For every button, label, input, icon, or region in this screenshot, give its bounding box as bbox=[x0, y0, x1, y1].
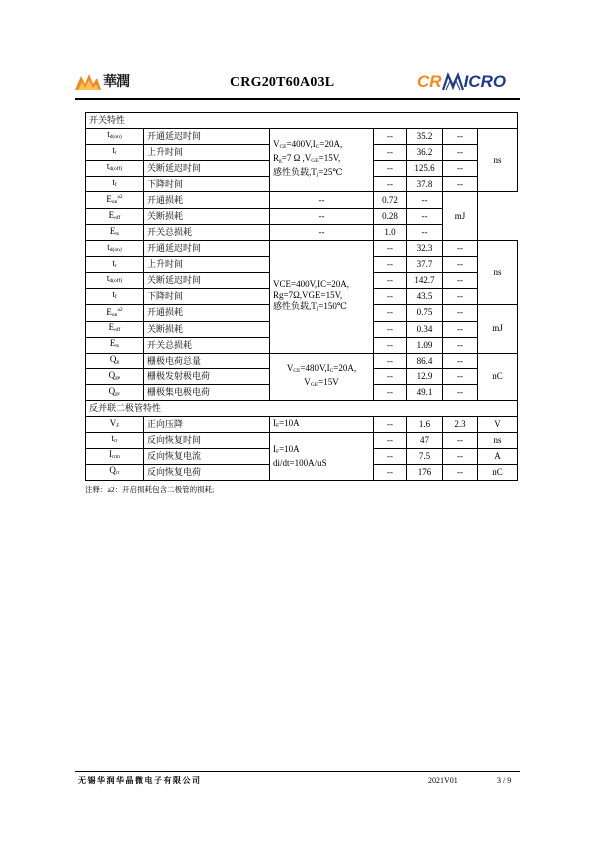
typ-value: 0.34 bbox=[407, 321, 443, 337]
min-value: -- bbox=[374, 241, 407, 257]
param-name: 下降时间 bbox=[144, 176, 270, 192]
param-symbol: $t_{d(off)}$ bbox=[86, 273, 144, 289]
footer-version: 2021V01 bbox=[428, 776, 458, 785]
param-name: 开通损耗 bbox=[144, 192, 270, 209]
max-value: -- bbox=[443, 160, 478, 176]
param-name: 关断损耗 bbox=[144, 321, 270, 337]
max-value: 2.3 bbox=[443, 417, 478, 433]
unit-cell: nC bbox=[478, 353, 518, 401]
typ-value: 86.4 bbox=[407, 353, 443, 369]
table-row bbox=[86, 192, 518, 209]
min-value: -- bbox=[374, 273, 407, 289]
typ-value: 0.28 bbox=[374, 209, 407, 225]
typ-value: 1.0 bbox=[374, 225, 407, 241]
param-symbol: $Q_{ge}$ bbox=[86, 369, 144, 385]
header-divider bbox=[75, 98, 520, 100]
max-value: -- bbox=[407, 192, 443, 209]
unit-cell: ns bbox=[478, 128, 518, 192]
param-name: 上升时间 bbox=[144, 144, 270, 160]
typ-value: 1.6 bbox=[407, 417, 443, 433]
page-number: 3 / 9 bbox=[497, 776, 512, 785]
unit-cell: nC bbox=[478, 464, 518, 480]
param-symbol: $E_{ts}$ bbox=[86, 337, 144, 353]
footer-divider bbox=[75, 771, 520, 772]
min-value: -- bbox=[374, 304, 407, 321]
min-value: -- bbox=[270, 209, 374, 225]
max-value: -- bbox=[443, 353, 478, 369]
max-value: -- bbox=[443, 304, 478, 321]
max-value: -- bbox=[443, 288, 478, 304]
typ-value: 176 bbox=[407, 464, 443, 480]
typ-value: 32.3 bbox=[407, 241, 443, 257]
test-condition: $V_{CE}=400V,I_C=20A$, $R_g=7$ Ω $,V_{GE}=15V$, 感性负载$,T_j=25℃$ bbox=[270, 128, 374, 192]
typ-value: 7.5 bbox=[407, 448, 443, 464]
max-value: -- bbox=[443, 369, 478, 385]
param-name: 关断延迟时间 bbox=[144, 273, 270, 289]
max-value: -- bbox=[443, 144, 478, 160]
min-value: -- bbox=[374, 417, 407, 433]
max-value: -- bbox=[407, 225, 443, 241]
param-symbol: $V_F$ bbox=[86, 417, 144, 433]
param-symbol: $t_{d(on)}$ bbox=[86, 128, 144, 144]
param-symbol: $t_{d(on)}$ bbox=[86, 241, 144, 257]
section-row bbox=[86, 113, 518, 129]
typ-value: 37.8 bbox=[407, 176, 443, 192]
section-title-diode: 反并联二极管特性 bbox=[86, 401, 518, 417]
table-row bbox=[86, 128, 518, 144]
param-name: 反向恢复电流 bbox=[144, 448, 270, 464]
param-name: 开通延迟时间 bbox=[144, 128, 270, 144]
param-symbol: $t_f$ bbox=[86, 176, 144, 192]
typ-value: 35.2 bbox=[407, 128, 443, 144]
min-value: -- bbox=[374, 337, 407, 353]
param-symbol: $t_{d(off)}$ bbox=[86, 160, 144, 176]
min-value: -- bbox=[374, 257, 407, 273]
param-symbol: $E_{on}^{a2}$ bbox=[86, 192, 144, 209]
param-name: 关断损耗 bbox=[144, 209, 270, 225]
typ-value: 0.75 bbox=[407, 304, 443, 321]
test-condition: VCE=400V,IC=20A, Rg=7Ω,VGE=15V, 感性负载$,T_j=150℃$ bbox=[270, 241, 374, 353]
typ-value: 37.7 bbox=[407, 257, 443, 273]
typ-value: 36.2 bbox=[407, 144, 443, 160]
min-value: -- bbox=[374, 433, 407, 449]
min-value: -- bbox=[374, 288, 407, 304]
max-value: -- bbox=[443, 321, 478, 337]
param-name: 反向恢复电荷 bbox=[144, 464, 270, 480]
param-symbol: $t_{rr}$ bbox=[86, 433, 144, 449]
footnote: 注释：a2：开启损耗包含二极管的损耗; bbox=[85, 485, 215, 494]
param-name: 正向压降 bbox=[144, 417, 270, 433]
table-row bbox=[86, 241, 518, 257]
page-header bbox=[75, 66, 520, 98]
param-name: 开通延迟时间 bbox=[144, 241, 270, 257]
param-symbol: $E_{off}$ bbox=[86, 321, 144, 337]
crmicro-logo bbox=[417, 70, 506, 94]
test-condition: $V_{CE}=480V,I_C=20A$, $V_{GE}=15V$ bbox=[270, 353, 374, 401]
max-value: -- bbox=[443, 176, 478, 192]
max-value: -- bbox=[407, 209, 443, 225]
param-name: 关断延迟时间 bbox=[144, 160, 270, 176]
unit-cell: A bbox=[478, 448, 518, 464]
param-symbol: $t_r$ bbox=[86, 144, 144, 160]
switching-characteristics-table bbox=[85, 112, 518, 481]
min-value: -- bbox=[374, 144, 407, 160]
param-symbol: $E_{on}^{a2}$ bbox=[86, 304, 144, 321]
param-symbol: $E_{off}$ bbox=[86, 209, 144, 225]
section-row bbox=[86, 401, 518, 417]
param-name: 栅极发射极电荷 bbox=[144, 369, 270, 385]
test-condition: $I_F=10A$ di/dt=100A/uS bbox=[270, 433, 374, 481]
max-value: -- bbox=[443, 385, 478, 401]
param-name: 开关总损耗 bbox=[144, 337, 270, 353]
logo-chinese-text: 華潤 bbox=[103, 74, 129, 90]
logo-cr-text: CR bbox=[417, 72, 442, 91]
typ-value: 49.1 bbox=[407, 385, 443, 401]
typ-value: 12.9 bbox=[407, 369, 443, 385]
param-symbol: $Q_{gc}$ bbox=[86, 385, 144, 401]
typ-value: 47 bbox=[407, 433, 443, 449]
min-value: -- bbox=[374, 160, 407, 176]
max-value: -- bbox=[443, 337, 478, 353]
unit-cell: ns bbox=[478, 241, 518, 305]
param-name: 上升时间 bbox=[144, 257, 270, 273]
min-value: -- bbox=[374, 353, 407, 369]
min-value: -- bbox=[374, 369, 407, 385]
unit-cell: mJ bbox=[478, 304, 518, 353]
param-name: 栅极电荷总量 bbox=[144, 353, 270, 369]
unit-cell: mJ bbox=[443, 192, 478, 241]
min-value: -- bbox=[374, 128, 407, 144]
param-name: 反向恢复时间 bbox=[144, 433, 270, 449]
param-name: 开关总损耗 bbox=[144, 225, 270, 241]
max-value: -- bbox=[443, 273, 478, 289]
param-name: 下降时间 bbox=[144, 288, 270, 304]
max-value: -- bbox=[443, 128, 478, 144]
unit-cell: V bbox=[478, 417, 518, 433]
typ-value: 1.09 bbox=[407, 337, 443, 353]
max-value: -- bbox=[443, 241, 478, 257]
min-value: -- bbox=[374, 385, 407, 401]
crmicro-m-icon bbox=[442, 72, 464, 92]
min-value: -- bbox=[374, 176, 407, 192]
typ-value: 0.72 bbox=[374, 192, 407, 209]
cr-mountain-icon bbox=[75, 70, 101, 92]
cr-logo-left bbox=[75, 68, 129, 94]
section-title-switching: 开关特性 bbox=[86, 113, 518, 129]
test-condition: $I_F=10A$ bbox=[270, 417, 374, 433]
min-value: -- bbox=[374, 448, 407, 464]
max-value: -- bbox=[443, 433, 478, 449]
min-value: -- bbox=[270, 192, 374, 209]
logo-icro-text: ICRO bbox=[463, 72, 507, 91]
max-value: -- bbox=[443, 464, 478, 480]
min-value: -- bbox=[374, 321, 407, 337]
footer-company: 无锡华润华晶微电子有限公司 bbox=[78, 776, 202, 785]
max-value: -- bbox=[443, 257, 478, 273]
typ-value: 43.5 bbox=[407, 288, 443, 304]
table-row bbox=[86, 353, 518, 369]
param-symbol: $t_r$ bbox=[86, 257, 144, 273]
param-symbol: $t_f$ bbox=[86, 288, 144, 304]
min-value: -- bbox=[270, 225, 374, 241]
max-value: -- bbox=[443, 448, 478, 464]
table-row bbox=[86, 433, 518, 449]
param-name: 开通损耗 bbox=[144, 304, 270, 321]
param-symbol: $E_{ts}$ bbox=[86, 225, 144, 241]
param-name: 栅极集电极电荷 bbox=[144, 385, 270, 401]
min-value: -- bbox=[374, 464, 407, 480]
document-title: CRG20T60A03L bbox=[230, 75, 335, 90]
param-symbol: $Q_{rr}$ bbox=[86, 464, 144, 480]
table-row bbox=[86, 417, 518, 433]
param-symbol: $Q_g$ bbox=[86, 353, 144, 369]
typ-value: 125.6 bbox=[407, 160, 443, 176]
typ-value: 142.7 bbox=[407, 273, 443, 289]
param-symbol: $I_{rrm}$ bbox=[86, 448, 144, 464]
unit-cell: ns bbox=[478, 433, 518, 449]
